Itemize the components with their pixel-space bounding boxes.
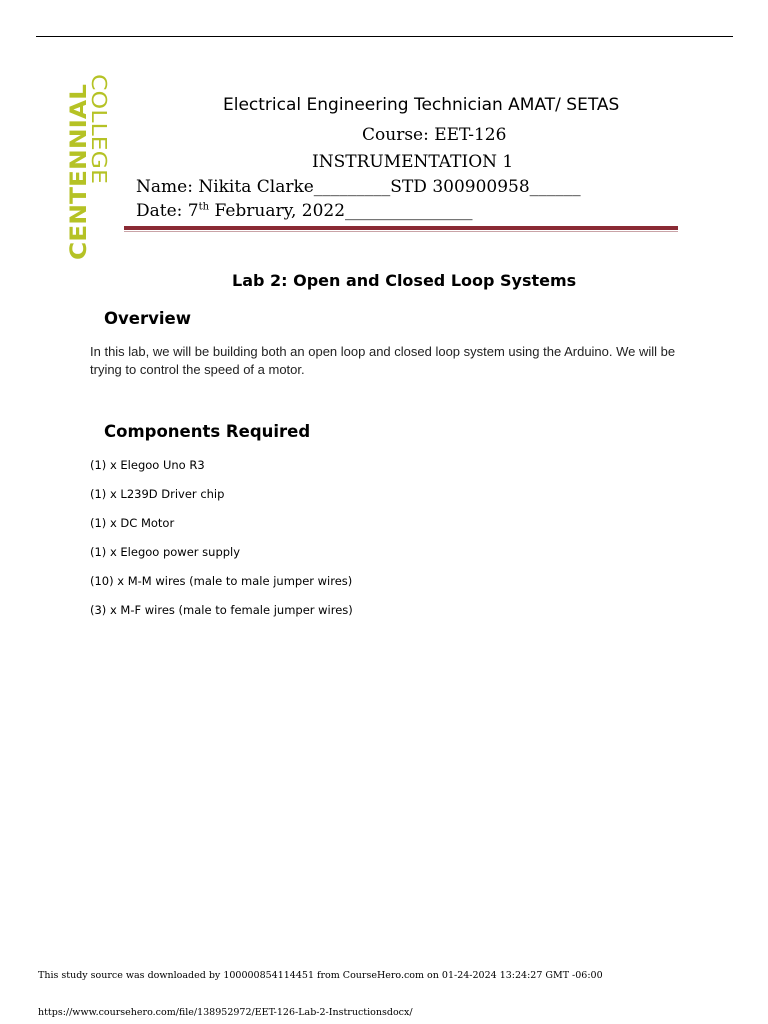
component-item: (3) x M-F wires (male to female jumper wires): [90, 603, 353, 617]
logo-word-college: COLLEGE: [87, 74, 111, 167]
component-item: (1) x DC Motor: [90, 516, 175, 530]
source-url[interactable]: https://www.coursehero.com/file/138952972/EET-126-Lab-2-Instructionsdocx/: [38, 1007, 413, 1018]
header-divider: [124, 226, 678, 230]
download-source-notice: This study source was downloaded by 100000854114451 from CourseHero.com on 01-24-2024 13:24:27 GMT -06:00: [38, 970, 603, 981]
overview-heading: Overview: [104, 309, 191, 328]
component-item: (10) x M-M wires (male to male jumper wires): [90, 574, 353, 588]
lab-title: Lab 2: Open and Closed Loop Systems: [232, 271, 577, 290]
top-rule: [36, 36, 733, 37]
overview-paragraph: In this lab, we will be building both an open loop and closed loop system using the Arduino. We will be trying to control the speed of a motor.: [90, 344, 676, 377]
date-line: [136, 201, 473, 221]
course-subject: INSTRUMENTATION 1: [312, 152, 514, 172]
component-item: (1) x Elegoo power supply: [90, 545, 241, 559]
logo-word-centennial: CENTENNIAL: [67, 104, 92, 260]
component-item: (1) x Elegoo Uno R3: [90, 458, 205, 472]
student-name-line: Name: Nikita Clarke_________STD 300900958______: [136, 177, 581, 197]
components-list: [90, 456, 353, 630]
college-logo: [66, 72, 112, 262]
course-code: Course: EET-126: [362, 125, 507, 145]
date-superscript: th: [198, 201, 210, 213]
date-prefix: Date: 7: [136, 201, 199, 221]
date-suffix: February, 2022_______________: [209, 201, 473, 221]
component-item: (1) x L239D Driver chip: [90, 487, 225, 501]
components-heading: Components Required: [104, 422, 311, 441]
program-title: Electrical Engineering Technician AMAT/ SETAS: [223, 95, 620, 115]
header-divider-shadow: [124, 231, 678, 232]
